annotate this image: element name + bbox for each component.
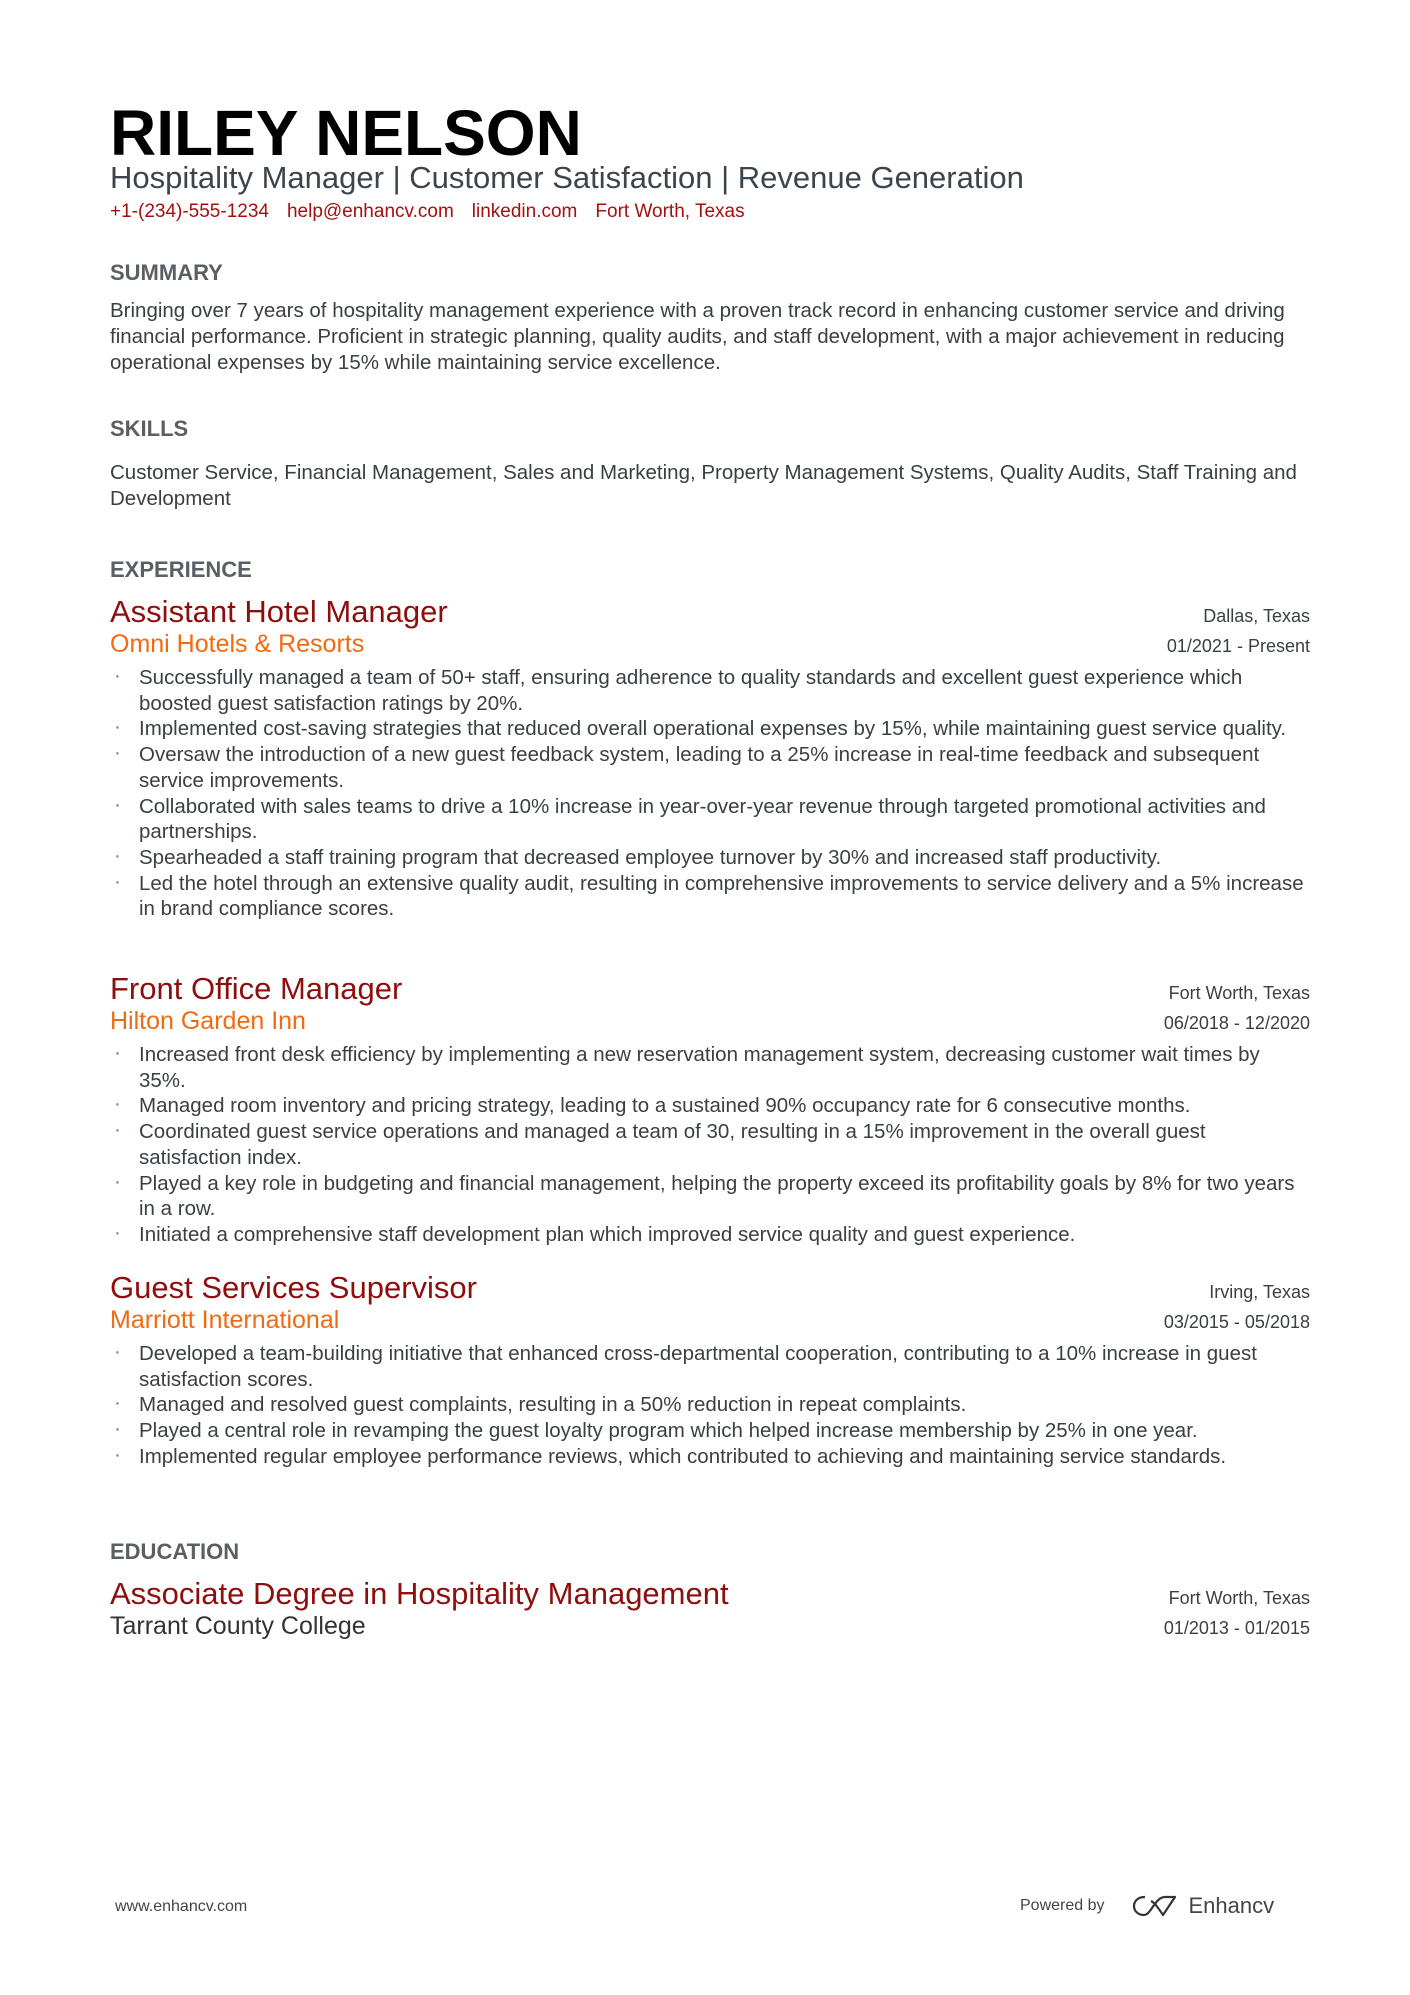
job-location: Dallas, Texas bbox=[1203, 606, 1310, 626]
company-name: Marriott International bbox=[110, 1306, 340, 1334]
phone-link[interactable]: +1-(234)-555-1234 bbox=[110, 201, 269, 222]
job-title: Guest Services Supervisor bbox=[110, 1270, 477, 1305]
experience-entry bbox=[110, 1270, 1310, 1470]
job-location: Fort Worth, Texas bbox=[1168, 983, 1310, 1003]
enhancv-logo-icon bbox=[1131, 1893, 1179, 1919]
enhancv-logo[interactable] bbox=[1131, 1893, 1275, 1919]
footer-website[interactable]: www.enhancv.com bbox=[115, 1898, 248, 1915]
job-bullets bbox=[110, 1341, 1310, 1470]
school-name: Tarrant County College bbox=[110, 1612, 366, 1640]
job-dates: 01/2021 - Present bbox=[1166, 636, 1310, 656]
powered-by-label: Powered by bbox=[1020, 1897, 1105, 1914]
bullet: · Increased front desk efficiency by implementing a new reservation management system, decreasing customer wait times by 35%. bbox=[110, 1042, 1310, 1093]
job-bullets bbox=[110, 1042, 1310, 1248]
education-location: Fort Worth, Texas bbox=[1168, 1588, 1310, 1608]
enhancv-brand: Enhancv bbox=[1188, 1893, 1275, 1918]
degree: Associate Degree in Hospitality Management bbox=[110, 1576, 729, 1611]
job-dates: 06/2018 - 12/2020 bbox=[1163, 1013, 1310, 1033]
job-dates: 03/2015 - 05/2018 bbox=[1163, 1312, 1310, 1332]
bullet: · Successfully managed a team of 50+ staff, ensuring adherence to quality standards and excellent guest experience which boosted guest satisfaction ratings by 20%. bbox=[110, 665, 1310, 716]
bullet: · Collaborated with sales teams to drive a 10% increase in year-over-year revenue through targeted promotional activities and partnerships. bbox=[110, 794, 1310, 845]
company-name: Omni Hotels & Resorts bbox=[110, 630, 365, 658]
linkedin-link[interactable]: linkedin.com bbox=[471, 201, 578, 222]
bullet: · Managed room inventory and pricing strategy, leading to a sustained 90% occupancy rate for 6 consecutive months. bbox=[110, 1093, 1310, 1119]
company-name: Hilton Garden Inn bbox=[110, 1007, 306, 1035]
bullet: · Played a key role in budgeting and financial management, helping the property exceed its profitability goals by 8% for two years in a row. bbox=[110, 1171, 1310, 1222]
bullet: · Implemented cost-saving strategies that reduced overall operational expenses by 15%, while maintaining guest service quality. bbox=[110, 716, 1310, 742]
skills-heading: SKILLS bbox=[110, 416, 189, 441]
bullet: · Developed a team-building initiative that enhanced cross-departmental cooperation, contributing to a 10% increase in guest satisfaction scores. bbox=[110, 1341, 1310, 1392]
summary-heading: SUMMARY bbox=[110, 260, 223, 285]
job-title: Assistant Hotel Manager bbox=[110, 594, 448, 629]
education-dates: 01/2013 - 01/2015 bbox=[1163, 1618, 1310, 1638]
skills-text: Customer Service, Financial Management, Sales and Marketing, Property Management Systems, Quality Audits, Staff Training and Development bbox=[110, 461, 1297, 510]
experience-entry bbox=[110, 971, 1310, 1248]
experience-entry bbox=[110, 594, 1310, 922]
job-bullets bbox=[110, 665, 1310, 922]
bullet: · Oversaw the introduction of a new guest feedback system, leading to a 25% increase in real-time feedback and subsequent service improvements. bbox=[110, 742, 1310, 793]
bullet: · Played a central role in revamping the guest loyalty program which helped increase membership by 25% in one year. bbox=[110, 1418, 1310, 1444]
headline: Hospitality Manager | Customer Satisfaction | Revenue Generation bbox=[110, 160, 1024, 195]
bullet: · Implemented regular employee performance reviews, which contributed to achieving and maintaining service standards. bbox=[110, 1444, 1310, 1470]
education-entry bbox=[110, 1576, 1310, 1641]
education-heading: EDUCATION bbox=[110, 1539, 240, 1564]
bullet: · Spearheaded a staff training program that decreased employee turnover by 30% and increased staff productivity. bbox=[110, 845, 1310, 871]
experience-heading: EXPERIENCE bbox=[110, 557, 252, 582]
candidate-name: RILEY NELSON bbox=[110, 97, 582, 169]
bullet: · Managed and resolved guest complaints, resulting in a 50% reduction in repeat complaints. bbox=[110, 1392, 1310, 1418]
location: Fort Worth, Texas bbox=[595, 201, 745, 222]
bullet: · Initiated a comprehensive staff development plan which improved service quality and guest experience. bbox=[110, 1222, 1310, 1248]
job-title: Front Office Manager bbox=[110, 971, 403, 1006]
bullet: · Led the hotel through an extensive quality audit, resulting in comprehensive improvements to service delivery and a 5% increase in brand compliance scores. bbox=[110, 871, 1310, 922]
summary-text: Bringing over 7 years of hospitality management experience with a proven track record in enhancing customer service and driving financial performance. Proficient in strategic planning, quality audits, and staff development, with a major achievement in reducing operational expenses by 15% while maintaining service excellence. bbox=[110, 299, 1285, 374]
job-location: Irving, Texas bbox=[1209, 1282, 1310, 1302]
bullet: · Coordinated guest service operations and managed a team of 30, resulting in a 15% improvement in the overall guest satisfaction index. bbox=[110, 1119, 1310, 1170]
powered-by bbox=[1020, 1893, 1274, 1919]
contact-info bbox=[110, 201, 1310, 223]
email-link[interactable]: help@enhancv.com bbox=[286, 201, 454, 222]
